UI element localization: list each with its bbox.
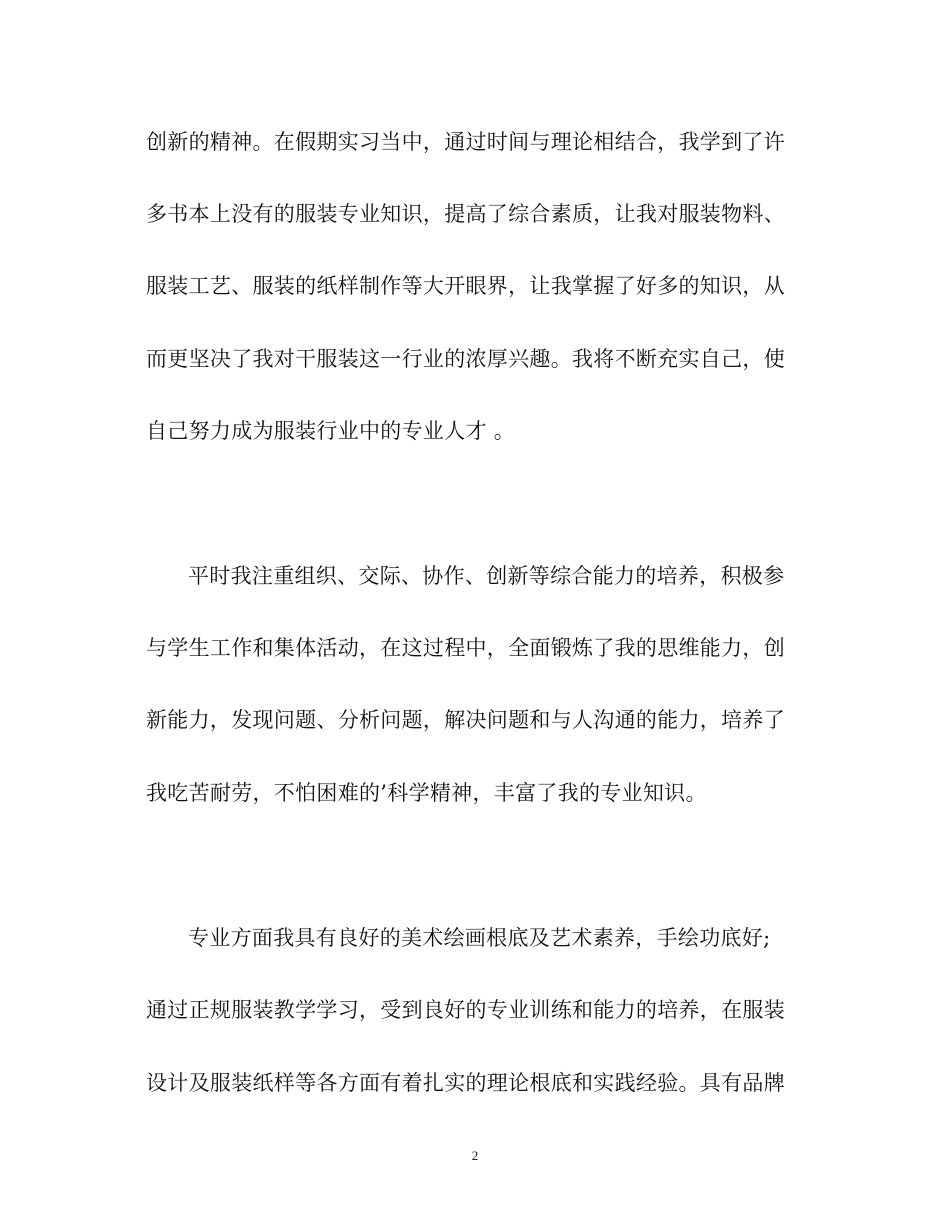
paragraph-1-line-5: 自己努力成为服装行业中的专业人才 。: [146, 419, 516, 443]
paragraph-2-line-3: 新能力，发现问题、分析问题，解决问题和与人沟通的能力，培养了: [146, 708, 785, 732]
paragraph-3-line-1: 专业方面我具有良好的美术绘画根底及艺术素养，手绘功底好;: [188, 926, 771, 950]
paragraph-3-line-3: 设计及服装纸样等各方面有着扎实的理论根底和实践经验。具有品牌: [146, 1071, 785, 1095]
paragraph-3-line-2: 通过正规服装教学学习，受到良好的专业训练和能力的培养，在服装: [146, 998, 785, 1022]
paragraph-2-line-4: 我吃苦耐劳，不怕困难的’科学精神，丰富了我的专业知识。: [146, 781, 707, 805]
paragraph-1-line-4: 而更坚决了我对干服装这一行业的浓厚兴趣。我将不断充实自己，使: [146, 347, 785, 371]
page-number: 2: [471, 1148, 479, 1163]
paragraph-1-line-1: 创新的精神。在假期实习当中，通过时间与理论相结合，我学到了许: [146, 130, 785, 154]
paragraph-1-line-3: 服装工艺、服装的纸样制作等大开眼界，让我掌握了好多的知识，从: [146, 274, 785, 298]
paragraph-1-line-2: 多书本上没有的服装专业知识，提高了综合素质，让我对服装物料、: [146, 202, 785, 226]
paragraph-2-line-2: 与学生工作和集体活动，在这过程中，全面锻炼了我的思维能力，创: [146, 636, 785, 660]
paragraph-2-line-1: 平时我注重组织、交际、协作、创新等综合能力的培养，积极参: [188, 564, 785, 588]
